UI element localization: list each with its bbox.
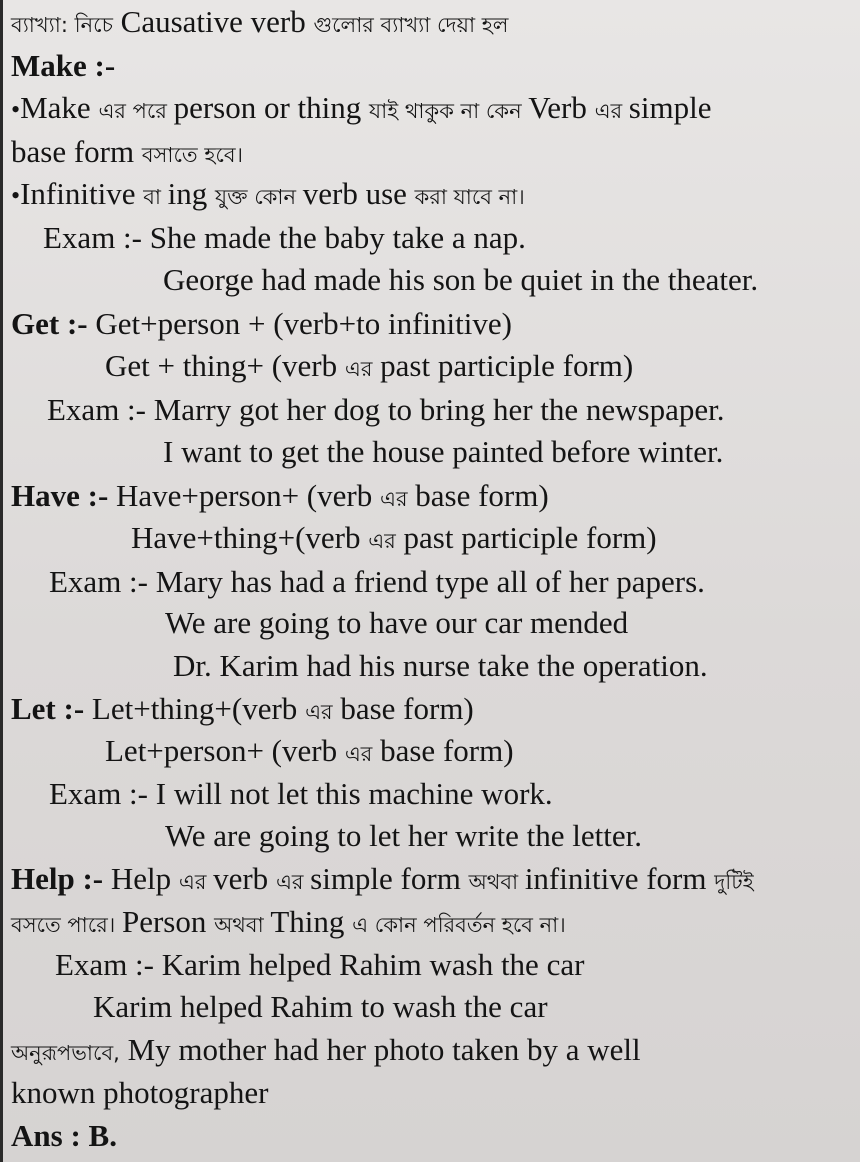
help-example-2: Karim helped Rahim to wash the car — [93, 989, 548, 1024]
let-example-2: We are going to let her write the letter. — [165, 818, 642, 853]
get-rule-2: Get + thing+ (verb এর past participle form) — [105, 348, 634, 383]
help-heading: Help :- — [11, 861, 104, 896]
have-rule-1: Have :- Have+person+ (verb এর base form) — [11, 478, 549, 513]
have-rule-2: Have+thing+(verb এর past participle form) — [131, 520, 657, 555]
make-example-1: Exam :- She made the baby take a nap. — [43, 220, 526, 255]
have-example-1: Exam :- Mary has had a friend type all of her papers. — [49, 564, 705, 599]
answer: Ans : B. — [11, 1118, 117, 1153]
help-rule: Help :- Help এর verb এর simple form অথবা infinitive form দুটিই — [11, 861, 754, 896]
make-rule-2: •Infinitive বা ing যুক্ত কোন verb use করা যাবে না। — [11, 176, 525, 211]
get-heading: Get :- — [11, 306, 88, 341]
get-rule-1: Get :- Get+person + (verb+to infinitive) — [11, 306, 512, 341]
make-rule-1-continued: base form বসাতে হবে। — [11, 134, 244, 169]
let-rule-2: Let+person+ (verb এর base form) — [105, 733, 514, 768]
get-example-1: Exam :- Marry got her dog to bring her the newspaper. — [47, 392, 725, 427]
help-rule-continued: বসতে পারে। Person অথবা Thing এ কোন পরিবর্তন হবে না। — [11, 904, 566, 939]
make-heading: Make :- — [11, 48, 116, 83]
get-example-2: I want to get the house painted before winter. — [163, 434, 724, 469]
have-heading: Have :- — [11, 478, 109, 513]
have-example-2: We are going to have our car mended — [165, 605, 629, 640]
let-rule-1: Let :- Let+thing+(verb এর base form) — [11, 691, 474, 726]
make-example-2: George had made his son be quiet in the theater. — [163, 262, 759, 297]
let-heading: Let :- — [11, 691, 85, 726]
let-example-1: Exam :- I will not let this machine work. — [49, 776, 553, 811]
intro-line: ব্যাখ্যা: নিচে Causative verb গুলোর ব্যাখ্যা দেয়া হল — [11, 4, 509, 39]
make-rule-1: •Make এর পরে person or thing যাই থাকুক না কেন Verb এর simple — [11, 90, 712, 125]
help-example-1: Exam :- Karim helped Rahim wash the car — [55, 947, 585, 982]
conclusion-line-2: known photographer — [11, 1075, 269, 1110]
conclusion-line-1: অনুরূপভাবে, My mother had her photo taken by a well — [11, 1032, 641, 1067]
have-example-3: Dr. Karim had his nurse take the operation. — [173, 648, 708, 683]
